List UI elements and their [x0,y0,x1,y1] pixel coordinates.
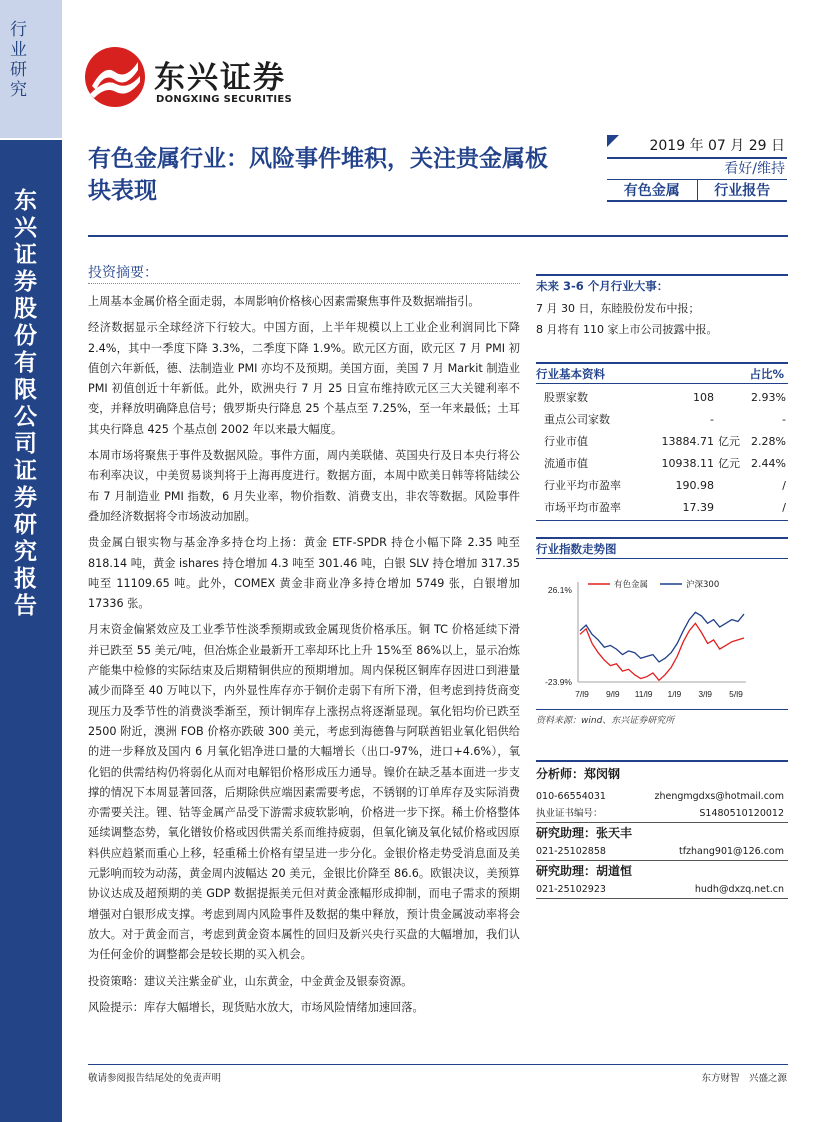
basic-info-share: - [782,412,786,426]
sidebar-top-band [0,0,62,138]
summary-paragraph: 本周市场将聚焦于事件及数据风险。事件方面，周内美联储、英国央行及日本央行将公布利率决议，中美贸易谈判将于上海再度进行。数据方面，本周中欧美日韩等将陆续公布 7 月制造业 PMI 指数，6 月失业率，物价指数、消费支出，非农等数据。风险事件叠加经济数据将令市场波动加剧。 [88,449,520,523]
basic-info-unit [716,386,744,408]
chart-source: 资料来源：wind、东兴证券研究所 [536,716,675,726]
basic-info-label: 市场平均市盈率 [544,501,621,514]
report-meta-box [607,135,787,202]
assistant-phone: 021-25102858 [536,846,606,857]
basic-info-unit: 亿元 [718,435,740,448]
basic-info-value: 10938.11 [661,456,714,470]
report-title: 有色金属行业：风险事件堆积，关注贵金属板块表现 [88,146,548,204]
analyst-cert-number: S1480510120012 [699,808,784,819]
chart-x-tick-label: 1/l9 [667,689,682,699]
footer-disclaimer-note: 敬请参阅报告结尾处的免责声明 [88,1073,222,1084]
basic-info-label: 重点公司家数 [544,413,610,426]
assistant-contact-row [536,843,788,860]
chart-x-tick-label: 7/l9 [575,689,589,699]
basic-info-table [536,386,788,518]
analyst-cert-label: 执业证书编号： [536,808,603,819]
basic-info-label: 行业平均市盈率 [544,479,621,492]
basic-info-heading: 行业基本资料 [536,367,605,381]
basic-info-value: 13884.71 [661,434,714,448]
basic-info-row [536,452,788,474]
assistant-role: 研究助理： [536,826,597,840]
footer-slogan: 东方财智 兴盛之源 [701,1073,787,1084]
basic-info-bottom-rule [536,520,788,521]
sidebar-company-label: 东兴证券股份有限公司证券研究报告 [14,188,37,619]
chart-x-tick-label: 9/l9 [605,689,620,699]
chart-x-tick-label: 5/l9 [729,689,743,699]
basic-info-unit [716,496,744,518]
events-heading: 未来 3-6 个月行业大事： [536,279,669,293]
assistant2-contact-row [536,881,788,898]
footer-divider [88,1064,788,1065]
sidebar-main-band [0,140,62,1122]
basic-info-label: 流通市值 [544,457,588,470]
basic-info-unit: 亿元 [718,457,740,470]
basic-info-value: 190.98 [675,478,714,492]
risk-paragraph: 风险提示：库存大幅增长，现货贴水放大，市场风险情绪加速回落。 [88,1000,424,1014]
assistant2-role: 研究助理： [536,864,597,878]
assistant2-name-row [536,861,788,881]
summary-paragraph: 月末资金偏紧效应及工业季节性淡季预期或致金属现货价格承压。铜 TC 价格延续下滑并已跌至 55 美元/吨，但冶炼企业最新开工率却环比上升 15%至 86%以上，显示冶炼产能集中检修的实际结束及后期精铜供应的预期增加。周内保税区铜库存因进口到港量减少而降至 40 万吨以下，内外显性库存亦于铜价走弱下有所下滑，但考虑到持货商变现压力及季节性的消费淡季渐至，预计铜库存上涨拐点将逐渐显现。氧化铝均价已跌至 2500 附近，澳洲 FOB 价格亦跌破 300 美元，考虑到海德鲁与阿联酋铝业氧化铝供给的进一步释放及国内 6 月氧化铝净进口量的大幅增长（出口-97%，进口+4.6%），氧化铝的供需结构仍将弱化从而对电解铝价格形成压力通导。镍价在缺乏基本面进一步支撑的情况下本周显著回落，后期除供应端因素需要考虑，不锈钢的订单库存及实际消费亦需要关注。锂、钴等金属产品受下游需求疲软影响，价格进一步下探。稀土价格整体延续调整态势，氧化镨钕价格或因供需关系而维持疲弱，但氧化镝及氧化铽价格或因原料供应趋紧而重心上移，轻重稀土价格有望呈进一步分化。金银价格走势受消息面及美元影响而较为动荡，黄金周内波幅达 20 美元，金银比价降至 86.6。欧银决议，美预算协议达成及超预期的美 GDP 数据提振美元但对黄金涨幅形成抑制，而电子需求的预期增强对白银形成支撑。考虑到周内风险事件及数据的集中释放，预计贵金属波动率将会放大。对于黄金而言，考虑到黄金资本属性的回归及新兴央行买盘的大幅增加，我们认为任何金价的调整都会是较长期的买入机会。 [88,623,520,962]
chart-x-tick-label: 11/l9 [634,689,653,699]
event-item: 8 月将有 110 家上市公司披露中报。 [536,323,718,336]
brand-name-cn: 东兴证券 [154,60,286,96]
brand-name-en: DONGXING SECURITIES [156,94,293,105]
basic-info-share: 2.44% [751,456,786,470]
event-item: 7 月 30 日，东睦股份发布中报； [536,302,700,315]
basic-info-value: 108 [693,390,714,404]
report-tags [607,180,787,202]
analyst-cert-row [536,805,788,822]
chart-x-tick-label: 3/l9 [698,689,713,699]
header-divider [88,235,788,237]
chart-legend-label: 有色金属 [614,580,649,590]
basic-info-share: / [782,500,786,514]
report-date: 2019 年 07 月 29 日 [649,138,785,154]
analyst-box [536,762,788,899]
tag-sector: 有色金属 [607,180,698,200]
basic-info-label: 行业市值 [544,435,588,448]
analyst-role: 分析师： [536,767,585,781]
basic-info-heading-row [536,366,788,382]
share-column-header: 占比% [749,367,784,381]
summary-paragraph: 上周基本金属价格全面走弱，本周影响价格核心因素需聚焦事件及数据端指引。 [88,295,480,308]
basic-info-header-rule [536,383,788,384]
events-top-rule [536,274,788,276]
summary-heading: 投资摘要： [88,265,158,281]
chart-y-tick-label: -23.9% [545,677,572,687]
analyst-name: 郑闵钢 [584,767,621,781]
basic-info-row [536,386,788,408]
corner-triangle-icon [607,135,619,147]
basic-info-share: 2.28% [751,434,786,448]
chart-legend-label: 沪深300 [686,580,720,590]
index-trend-chart [536,572,788,707]
analyst-phone: 010-66554031 [536,791,606,802]
assistant-email[interactable]: tfzhang901@126.com [678,846,784,857]
basic-info-row [536,474,788,496]
assistant2-divider [536,898,788,899]
basic-info-share: 2.93% [751,390,786,404]
basic-info-top-rule [536,362,788,364]
logo-emblem-icon [84,46,146,108]
analyst-name-row [536,762,788,788]
summary-paragraph: 经济数据显示全球经济下行较大。中国方面，上半年规模以上工业企业利润同比下降 2.4%，其中一季度下降 3.3%，二季度下降 1.9%。欧元区方面，欧元区 7 月 PMI 初值创六年新低，德、法制造业 PMI 亦均不及预期。美国方面，美国 7 月 Markit 制造业 PMI 初值创近十年新低。此外，欧洲央行 7 月 25 日宣布维持欧元区三大关键利率不变，并释放明确降息信号；俄罗斯央行降息 25 个基点至 7.25%，至一年来最低；土耳其央行降息 425 个基点创 2002 年以来最大幅度。 [88,321,520,436]
basic-info-row [536,408,788,430]
basic-info-unit [716,408,744,430]
basic-info-row [536,496,788,518]
chart-series-line [580,623,744,680]
analyst-contact-row [536,788,788,805]
chart-bottom-rule [536,709,788,710]
summary-divider [88,283,520,284]
basic-info-value: 17.39 [682,500,714,514]
chart-header-rule [536,558,788,559]
chart-heading: 行业指数走势图 [536,542,617,556]
basic-info-label: 股票家数 [544,391,588,404]
assistant-name: 张天丰 [596,826,633,840]
strategy-paragraph: 投资策略：建议关注紫金矿业，山东黄金，中金黄金及银泰资源。 [88,974,413,988]
basic-info-value: - [710,412,714,426]
tag-type: 行业报告 [714,183,771,199]
chart-y-tick-label: 26.1% [547,585,572,595]
assistant2-phone: 021-25102923 [536,884,606,895]
assistant-name-row [536,823,788,843]
sidebar-category-label: 行业研究 [10,20,27,100]
assistant2-email[interactable]: hudh@dxzq.net.cn [694,884,784,895]
summary-body [88,292,520,1024]
summary-paragraph: 贵金属白银实物与基金净多持仓均上扬：黄金 ETF-SPDR 持仓小幅下降 2.35 吨至 818.14 吨，黄金 ishares 持仓增加 4.3 吨至 301.46 吨，白银 SLV 持仓增加 317.35 吨至 11109.65 吨。此外，COMEX 黄金非商业净多持仓增加 5749 张，白银增加 17336 张。 [88,536,520,611]
analyst-email[interactable]: zhengmgdxs@hotmail.com [654,791,784,802]
chart-top-rule [536,537,788,539]
events-list [536,298,788,340]
chart-series-line [580,612,744,662]
basic-info-unit [716,474,744,496]
report-date-row [607,135,787,159]
basic-info-row [536,430,788,452]
basic-info-share: / [782,478,786,492]
report-rating: 看好/维持 [607,159,787,180]
assistant2-name: 胡道恒 [596,864,633,878]
